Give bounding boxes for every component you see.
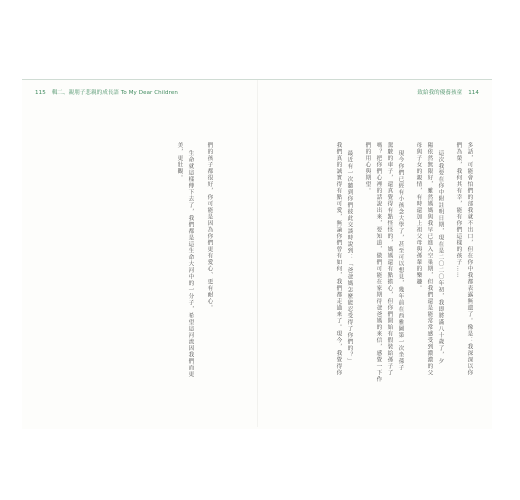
right-page-column-9: 們的用心與期望。 (364, 142, 371, 194)
right-page-column-4: 陽依然無限好，雖然媽媽與我早已進入空巢期，但我們還是能常常感受到濃濃的父 (426, 142, 433, 376)
left-page-number: 115 (35, 90, 46, 96)
left-page-column-2: 生命就這樣傳下去了，我們都是這生命大河中的一分子，希望這河流因我們而更 (187, 150, 194, 378)
running-header (22, 86, 492, 100)
right-page-column-1: 多話，可能會怕們的部我就不出口，但在你中我都表露無遺了。像是：我深深以你 (466, 142, 473, 376)
right-page-number: 114 (468, 90, 479, 96)
right-page-column-7: 駕駛的車子，還真覺得有點怪怪的，媽媽還有點擔心，但你們開始有假裝給孫子了 (386, 142, 393, 376)
left-page-column-1: 們的孩子都很好，你可能是因為你們更有愛心、更有耐心。 (206, 142, 213, 311)
left-page-header (35, 88, 178, 96)
book-gutter (257, 80, 258, 427)
left-running-title: 輯二、親朋子悲親的成長語 To My Dear Children (51, 90, 178, 96)
right-page-column-8: 嗎？把你們心裡的話說出來，要知道，做們可能在家期待爸爸媽的來信，感覺一下作 (375, 142, 382, 383)
right-page-header (417, 88, 479, 96)
right-page-column-3: 這次我要在你中附註明日期，現在是二〇二〇年初，我即將滿八十歲了，夕 (437, 150, 444, 365)
right-page-column-2: 們為榮，我何其有幸，能有你們這樣的孩子…… (455, 142, 462, 279)
right-running-title: 致給我的優養孩童 (417, 90, 463, 96)
right-page-column-11: 我們真的誠實得有點可愛，無論你們曾有如何，我們都走過來了。現今，我覺得你 (335, 142, 342, 376)
right-page-column-5: 母與子女的親情，有時還加上祖父母與孫輩的樂趣。 (415, 142, 422, 292)
right-page-column-6: 現今你們已經有小孩念大學了，甚至可以想見，幾年前在西雅圖第一次坐孫子 (397, 150, 404, 371)
right-page-column-10: 最近有一次聽到你們彼此交談時說到：「爸爸媽怎麼能忍受得了你們的？」 (346, 150, 353, 365)
left-page-column-3: 美，更壯觀。 (176, 142, 183, 181)
